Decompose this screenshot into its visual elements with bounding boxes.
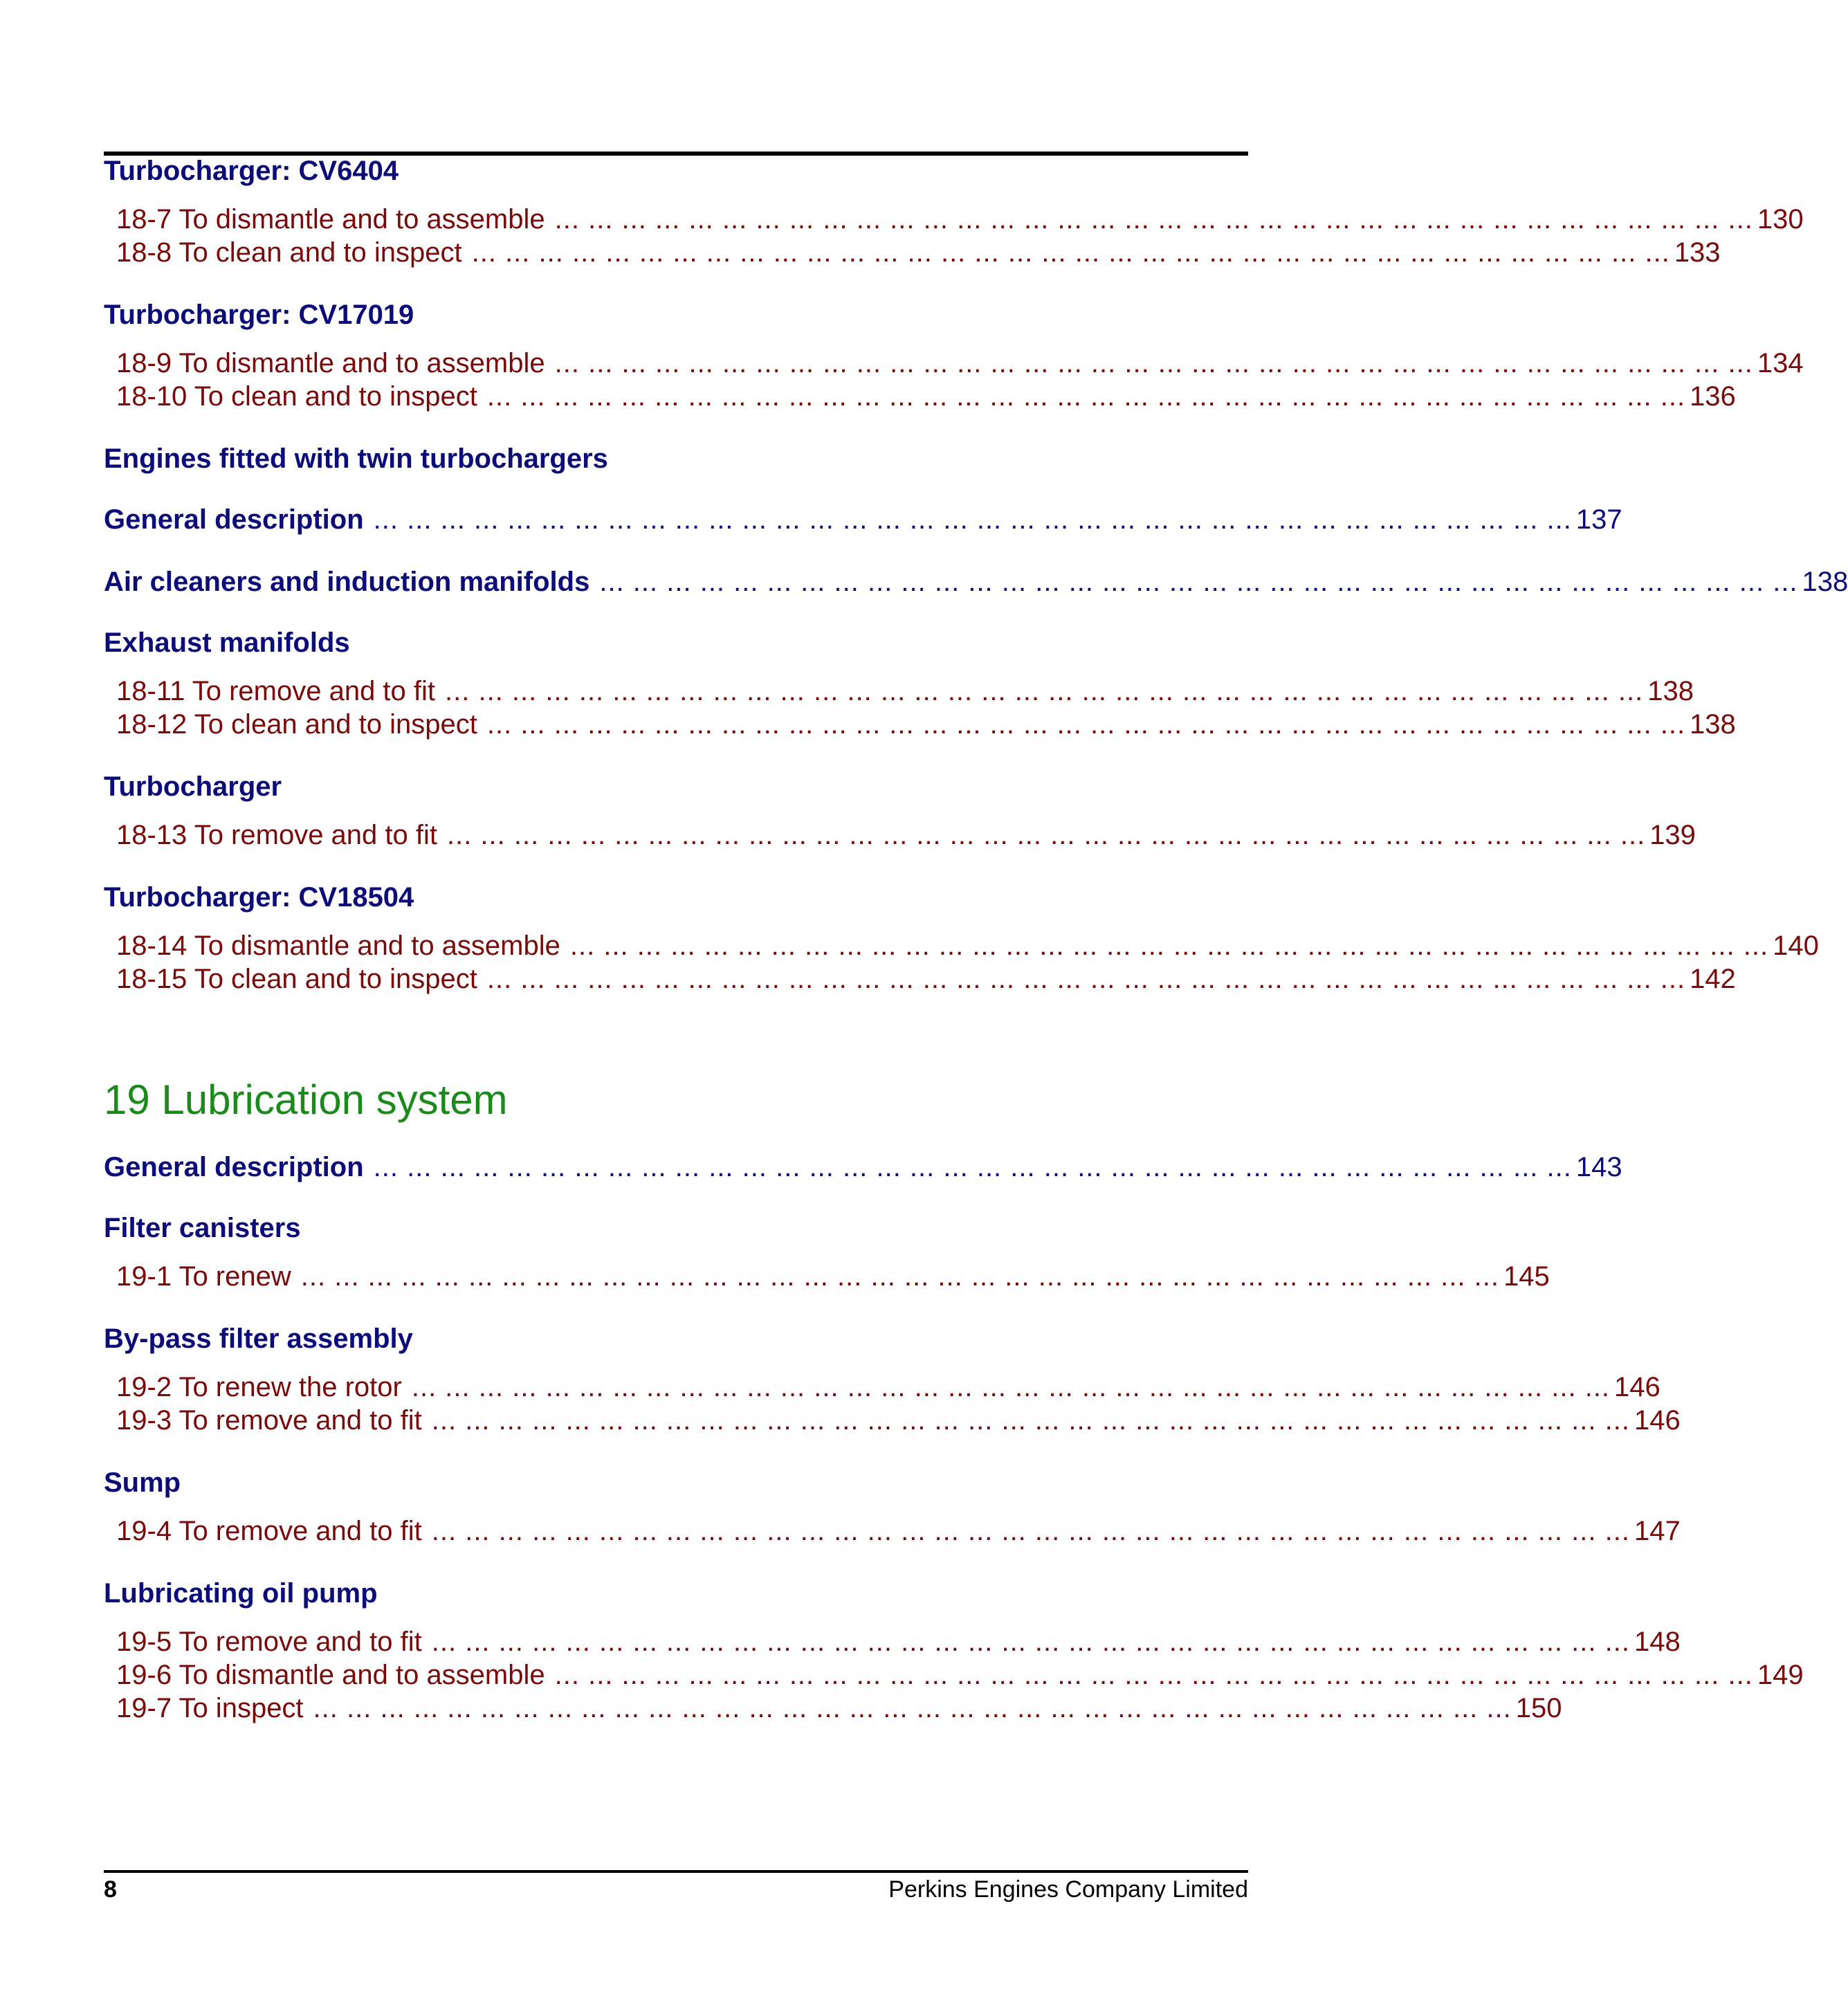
heading-twin-turbochargers: Engines fitted with twin turbochargers [104, 443, 608, 474]
footer-page-number: 8 [104, 1876, 117, 1903]
chapter-title: 19 Lubrication system [104, 1077, 508, 1123]
heading-filter-canisters: Filter canisters [104, 1213, 301, 1243]
toc-entry[interactable]: 19-1 To renew ... ... ... ... ... ... ... ... ... ... ... ... ... ... ... ... ... ... ... ... ... ... ... ... ... ... ... ... ... ... ... ... ... ... ... ... 145 [116, 1261, 1550, 1292]
toc-entry[interactable]: 19-3 To remove and to fit ... ... ... ... ... ... ... ... ... ... ... ... ... ... ... ... ... ... ... ... ... ... ... ... ... ... ... ... ... ... ... ... ... ... ... ... 146 [116, 1405, 1681, 1436]
heading-lubricating-oil-pump: Lubricating oil pump [104, 1578, 378, 1609]
heading-turbocharger-cv17019: Turbocharger: CV17019 [104, 300, 414, 330]
page-number: 138 [1647, 676, 1694, 706]
page-number: 133 [1674, 237, 1721, 268]
page-number: 142 [1690, 964, 1736, 994]
heading-bypass-filter: By-pass filter assembly [104, 1324, 413, 1354]
page-number: 146 [1614, 1372, 1661, 1402]
page-number: 138 [1690, 709, 1736, 740]
footer-company: Perkins Engines Company Limited [888, 1876, 1248, 1903]
page-number: 145 [1503, 1261, 1550, 1292]
toc-entry[interactable]: 18-7 To dismantle and to assemble ... ... ... ... ... ... ... ... ... ... ... ... ... ... ... ... ... ... ... ... ... ... ... ... ... ... ... ... ... ... ... ... ... ... ... ... 130 [116, 204, 1804, 235]
page-number: 137 [1575, 504, 1622, 535]
toc-entry[interactable]: General description ... ... ... ... ... ... ... ... ... ... ... ... ... ... ... ... ... ... ... ... ... ... ... ... ... ... ... ... ... ... ... ... ... ... ... ... 143 [104, 1152, 1622, 1182]
toc-entry[interactable]: 18-14 To dismantle and to assemble ... ... ... ... ... ... ... ... ... ... ... ... ... ... ... ... ... ... ... ... ... ... ... ... ... ... ... ... ... ... ... ... ... ... ... ... 140 [116, 931, 1819, 961]
heading-sump: Sump [104, 1467, 181, 1498]
page-number: 150 [1515, 1693, 1562, 1723]
toc-entry[interactable]: 18-10 To clean and to inspect ... ... ... ... ... ... ... ... ... ... ... ... ... ... ... ... ... ... ... ... ... ... ... ... ... ... ... ... ... ... ... ... ... ... ... ... 136 [116, 381, 1736, 412]
page-number: 148 [1634, 1627, 1681, 1657]
toc-entry[interactable]: 19-4 To remove and to fit ... ... ... ... ... ... ... ... ... ... ... ... ... ... ... ... ... ... ... ... ... ... ... ... ... ... ... ... ... ... ... ... ... ... ... ... 147 [116, 1516, 1681, 1546]
heading-turbocharger-cv18504: Turbocharger: CV18504 [104, 882, 414, 913]
page-number: 139 [1649, 820, 1696, 850]
toc-entry[interactable]: 18-11 To remove and to fit ... ... ... ... ... ... ... ... ... ... ... ... ... ... ... ... ... ... ... ... ... ... ... ... ... ... ... ... ... ... ... ... ... ... ... ... 138 [116, 676, 1694, 706]
toc-entry[interactable]: 18-9 To dismantle and to assemble ... ... ... ... ... ... ... ... ... ... ... ... ... ... ... ... ... ... ... ... ... ... ... ... ... ... ... ... ... ... ... ... ... ... ... ... 134 [116, 348, 1804, 378]
toc-entry[interactable]: General description ... ... ... ... ... ... ... ... ... ... ... ... ... ... ... ... ... ... ... ... ... ... ... ... ... ... ... ... ... ... ... ... ... ... ... ... 137 [104, 504, 1622, 535]
toc-entry[interactable]: 18-8 To clean and to inspect ... ... ... ... ... ... ... ... ... ... ... ... ... ... ... ... ... ... ... ... ... ... ... ... ... ... ... ... ... ... ... ... ... ... ... ... 133 [116, 237, 1721, 268]
bottom-rule [104, 1870, 1248, 1873]
page-number: 134 [1757, 348, 1804, 378]
page-number: 136 [1690, 381, 1736, 412]
page-number: 146 [1634, 1405, 1681, 1436]
heading-turbocharger: Turbocharger [104, 771, 282, 802]
toc-entry[interactable]: 19-6 To dismantle and to assemble ... ... ... ... ... ... ... ... ... ... ... ... ... ... ... ... ... ... ... ... ... ... ... ... ... ... ... ... ... ... ... ... ... ... ... ... 149 [116, 1660, 1804, 1690]
page-number: 147 [1634, 1516, 1681, 1546]
page-number: 143 [1575, 1152, 1622, 1182]
toc-entry[interactable]: 19-7 To inspect ... ... ... ... ... ... ... ... ... ... ... ... ... ... ... ... ... ... ... ... ... ... ... ... ... ... ... ... ... ... ... ... ... ... ... ... 150 [116, 1693, 1562, 1723]
page-number: 140 [1773, 931, 1819, 961]
toc-entry[interactable]: 19-5 To remove and to fit ... ... ... ... ... ... ... ... ... ... ... ... ... ... ... ... ... ... ... ... ... ... ... ... ... ... ... ... ... ... ... ... ... ... ... ... 148 [116, 1627, 1681, 1657]
toc-entry[interactable]: Air cleaners and induction manifolds ... ... ... ... ... ... ... ... ... ... ... ... ... ... ... ... ... ... ... ... ... ... ... ... ... ... ... ... ... ... ... ... ... ... ... ... 138 [104, 567, 1848, 597]
toc-entry[interactable]: 19-2 To renew the rotor ... ... ... ... ... ... ... ... ... ... ... ... ... ... ... ... ... ... ... ... ... ... ... ... ... ... ... ... ... ... ... ... ... ... ... ... 146 [116, 1372, 1661, 1402]
toc-entry[interactable]: 18-12 To clean and to inspect ... ... ... ... ... ... ... ... ... ... ... ... ... ... ... ... ... ... ... ... ... ... ... ... ... ... ... ... ... ... ... ... ... ... ... ... 138 [116, 709, 1736, 740]
page-number: 138 [1802, 567, 1848, 597]
toc-entry[interactable]: 18-13 To remove and to fit ... ... ... ... ... ... ... ... ... ... ... ... ... ... ... ... ... ... ... ... ... ... ... ... ... ... ... ... ... ... ... ... ... ... ... ... 139 [116, 820, 1696, 850]
page-number: 149 [1757, 1660, 1804, 1690]
page-number: 130 [1757, 204, 1804, 235]
heading-turbocharger-cv6404: Turbocharger: CV6404 [104, 156, 399, 186]
heading-exhaust-manifolds: Exhaust manifolds [104, 628, 350, 658]
toc-entry[interactable]: 18-15 To clean and to inspect ... ... ... ... ... ... ... ... ... ... ... ... ... ... ... ... ... ... ... ... ... ... ... ... ... ... ... ... ... ... ... ... ... ... ... ... 142 [116, 964, 1736, 994]
